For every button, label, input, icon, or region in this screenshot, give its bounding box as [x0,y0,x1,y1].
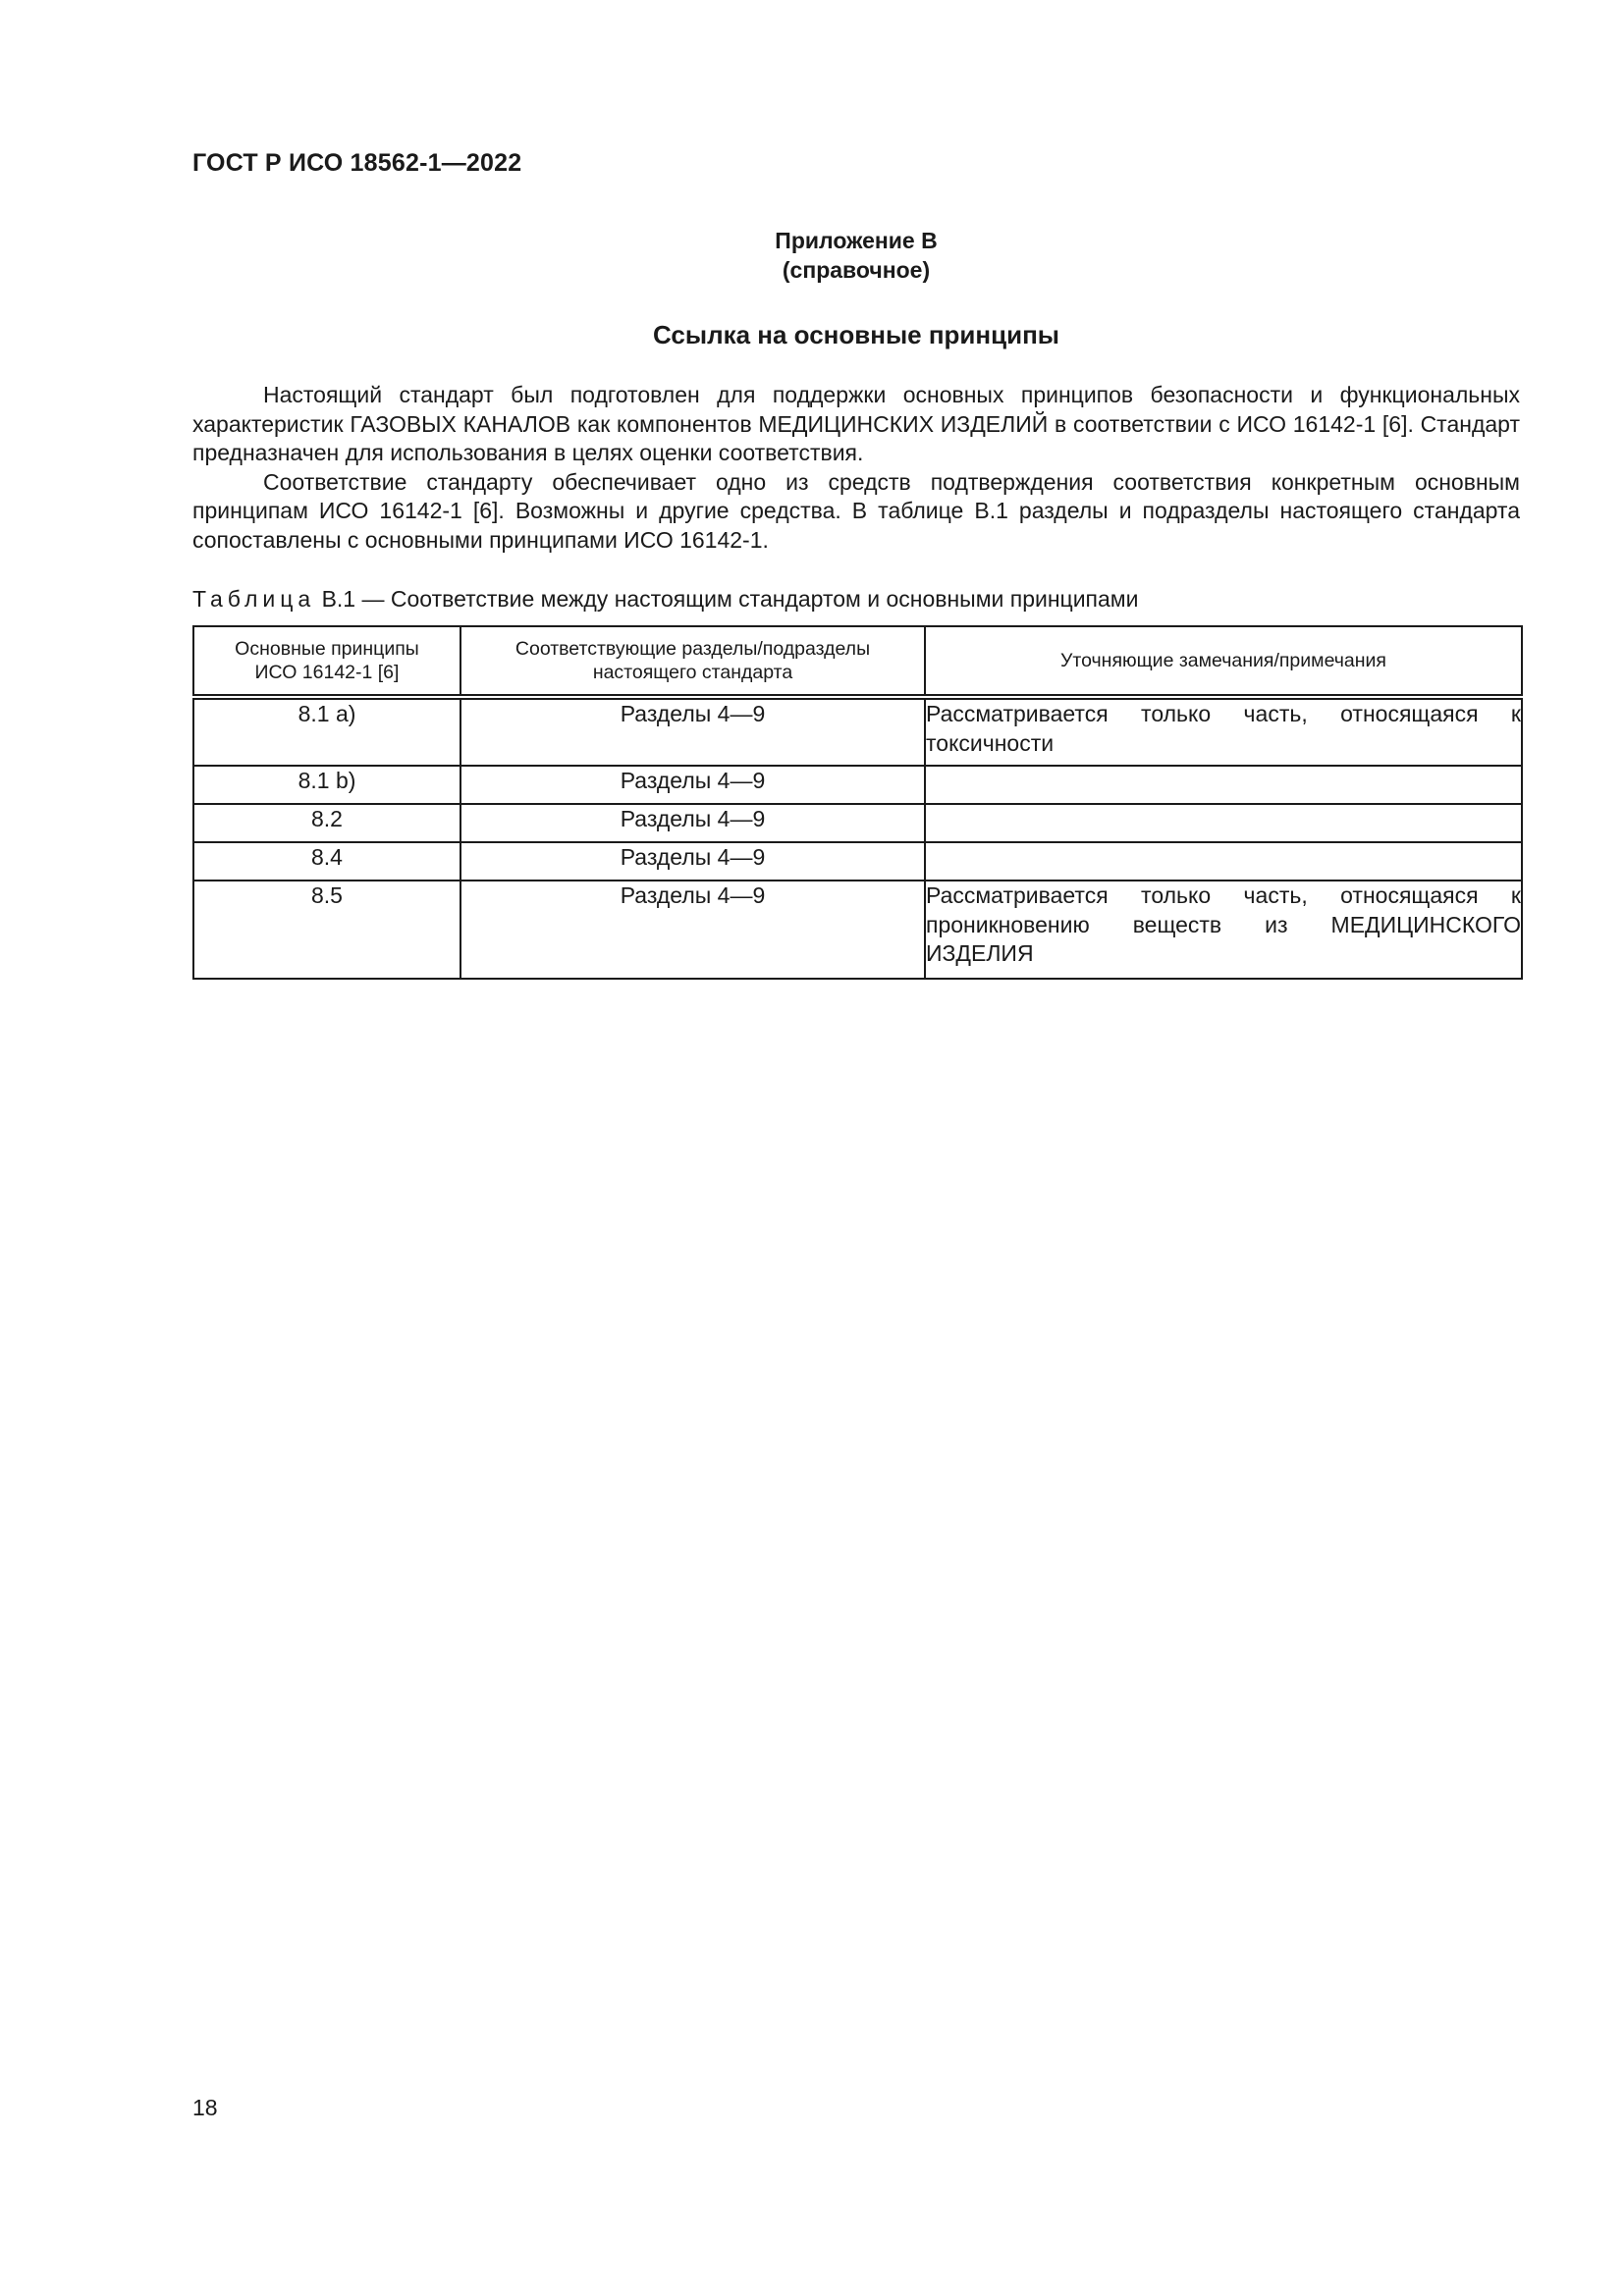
table-caption [192,586,1138,613]
table-caption-text: В.1 — Соответствие между настоящим стандартом и основными принципами [321,586,1139,612]
cell-sections: Разделы 4—9 [460,697,925,766]
cell-note: Рассматривается только часть, относящаяся к токсичности [925,697,1522,766]
cell-principle: 8.4 [193,842,460,881]
column-header-sections: Соответствующие разделы/подразделы настоящего стандарта [460,626,925,697]
cell-sections: Разделы 4—9 [460,804,925,842]
correspondence-table [192,625,1523,980]
cell-note [925,804,1522,842]
cell-principle: 8.1 a) [193,697,460,766]
table-row [193,804,1522,842]
annex-label: Приложение В [775,228,938,253]
table-row [193,842,1522,881]
table-row [193,697,1522,766]
table-header-row [193,626,1522,697]
cell-sections: Разделы 4—9 [460,881,925,979]
annex-heading [192,226,1520,285]
cell-note: Рассматривается только часть, относящаяся к проникновению веществ из МЕДИЦИНСКОГО ИЗДЕЛИЯ [925,881,1522,979]
column-header-principles: Основные принципы ИСО 16142-1 [6] [193,626,460,697]
cell-sections: Разделы 4—9 [460,842,925,881]
table-caption-prefix: Таблица [192,586,316,612]
table-row [193,766,1522,804]
table-row [193,881,1522,979]
body-text [192,381,1520,555]
annex-type: (справочное) [782,257,931,283]
paragraph: Соответствие стандарту обеспечивает одно из средств подтверждения соответствия конкретным основным принципам ИСО 16142-1 [6]. Возможны и другие средства. В таблице В.1 разделы и подразделы настоящего стандарта сопоставлены с основными принципами ИСО 16142-1. [192,468,1520,553]
annex-title: Ссылка на основные принципы [652,320,1059,349]
cell-sections: Разделы 4—9 [460,766,925,804]
cell-principle: 8.2 [193,804,460,842]
paragraph: Настоящий стандарт был подготовлен для поддержки основных принципов безопасности и функциональных характеристик ГАЗОВЫХ КАНАЛОВ как компонентов МЕДИЦИНСКИХ ИЗДЕЛИЙ в соответствии с ИСО 16142-1 [6]. Стандарт предназначен для использования в целях оценки соответствия. [192,382,1520,465]
cell-note [925,842,1522,881]
column-header-notes: Уточняющие замечания/примечания [925,626,1522,697]
cell-note [925,766,1522,804]
document-header: ГОСТ Р ИСО 18562-1—2022 [192,149,522,177]
cell-principle: 8.5 [193,881,460,979]
page-number: 18 [192,2095,218,2120]
cell-principle: 8.1 b) [193,766,460,804]
